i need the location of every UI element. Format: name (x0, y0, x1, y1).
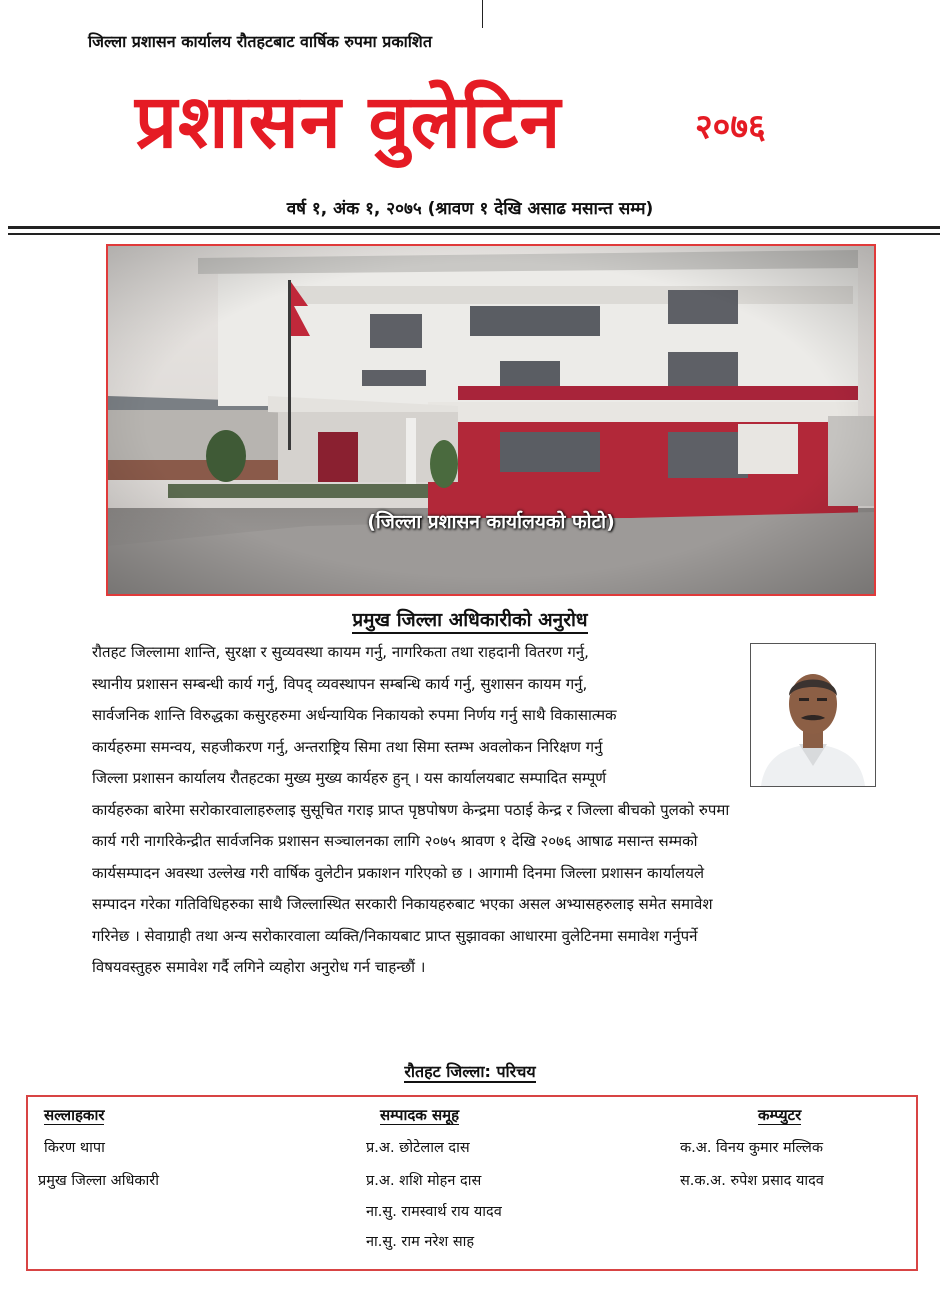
advisor-heading-text: सल्लाहकार (44, 1106, 105, 1124)
advisor-item: किरण थापा (44, 1140, 105, 1156)
editors-heading (380, 1105, 459, 1125)
person-portrait-illustration (751, 644, 875, 786)
editor-item: प्र.अ. छोटेलाल दास (366, 1140, 470, 1156)
message-line: स्थानीय प्रशासन सम्बन्धी कार्य गर्नु, विपद् व्यवस्थापन सम्बन्धि कार्य गर्नु, सुशासन कायम गर्नु, (92, 674, 588, 693)
message-line: कार्यहरुका बारेमा सरोकारवालाहरुलाइ सुसूचित गराइ प्राप्त पृष्ठपोषण केन्द्रमा पठाई केन्द्र र जिल्ला बीचको पुलको रुपमा (92, 800, 730, 819)
message-line: सार्वजनिक शान्ति विरुद्धका कसुरहरुमा अर्धन्यायिक निकायको रुपमा निर्णय गर्नु साथै विकासात्मक (92, 706, 617, 724)
pre-title: जिल्ला प्रशासन कार्यालय रौतहटबाट वार्षिक रुपमा प्रकाशित (88, 32, 432, 51)
title-year: २०७६ (695, 107, 766, 147)
issue-line: वर्ष १, अंक १, २०७५ (श्रावण १ देखि असाढ मसान्त सम्म) (286, 199, 654, 219)
computer-heading-text: कम्प्युटर (758, 1106, 802, 1124)
message-line: विषयवस्तुहरु समावेश गर्दै लगिने व्यहोरा अनुरोध गर्न चाहन्छौं । (92, 958, 426, 976)
computer-item: स.क.अ. रुपेश प्रसाद यादव (680, 1173, 824, 1189)
credits-box (26, 1095, 918, 1271)
message-line: जिल्ला प्रशासन कार्यालय रौतहटका मुख्य मुख्य कार्यहरु हुन् । यस कार्यालयबाट सम्पादित सम्पूर्ण (92, 769, 607, 787)
district-intro-heading-text: रौतहट जिल्ला: परिचय (404, 1062, 536, 1081)
main-title: प्रशासन वुलेटिन (135, 79, 562, 165)
photo-caption: (जिल्ला प्रशासन कार्यालयको फोटो) (367, 511, 615, 533)
message-heading (0, 606, 940, 632)
top-divider-line (482, 0, 483, 28)
office-building-illustration (108, 246, 874, 594)
message-line: रौतहट जिल्लामा शान्ति, सुरक्षा र सुव्यवस्था कायम गर्नु, नागरिकता तथा राहदानी वितरण गर्नु, (92, 643, 589, 661)
editors-heading-text: सम्पादक समूह (380, 1106, 460, 1124)
advisor-item: प्रमुख जिल्ला अधिकारी (38, 1173, 159, 1189)
computer-heading (758, 1105, 801, 1125)
editor-item: ना.सु. रामस्वार्थ राय यादव (366, 1204, 502, 1220)
message-line: कार्यसम्पादन अवस्था उल्लेख गरी वार्षिक वुलेटीन प्रकाशन गरिएको छ । आगामी दिनमा जिल्ला प्रशासन कार्यालयले (92, 863, 705, 882)
header-rule-thick (8, 226, 940, 229)
editor-item: ना.सु. राम नरेश साह (366, 1234, 475, 1250)
message-line: गरिनेछ । सेवाग्राही तथा अन्य सरोकारवाला व्यक्ति/निकायबाट प्राप्त सुझावका आधारमा वुलेटिनमा समावेश गर्नुपर्ने (92, 926, 698, 945)
advisor-heading (44, 1105, 104, 1125)
masthead (135, 72, 835, 182)
district-intro-heading (0, 1060, 940, 1082)
office-photo (106, 244, 876, 596)
cdo-portrait (750, 643, 876, 787)
message-heading-text: प्रमुख जिल्ला अधिकारीको अनुरोध (352, 609, 587, 634)
message-line: कार्य गरी नागरिकेन्द्रीत सार्वजनिक प्रशासन सञ्चालनका लागि २०७५ श्रावण १ देखि २०७६ आषाढ मसान्त सम्मको (92, 832, 698, 850)
editor-item: प्र.अ. शशि मोहन दास (366, 1173, 482, 1189)
header-rule-thin (8, 233, 940, 235)
message-line: सम्पादन गरेका गतिविधिहरुका साथै जिल्लास्थित सरकारी निकायहरुबाट भएका असल अभ्यासहरुलाइ समेत समावेश (92, 895, 713, 913)
computer-item: क.अ. विनय कुमार मल्लिक (680, 1140, 823, 1156)
message-line: कार्यहरुमा समन्वय, सहजीकरण गर्नु, अन्तराष्ट्रिय सिमा तथा सिमा स्तम्भ अवलोकन निरिक्षण गर्नु (92, 737, 603, 756)
